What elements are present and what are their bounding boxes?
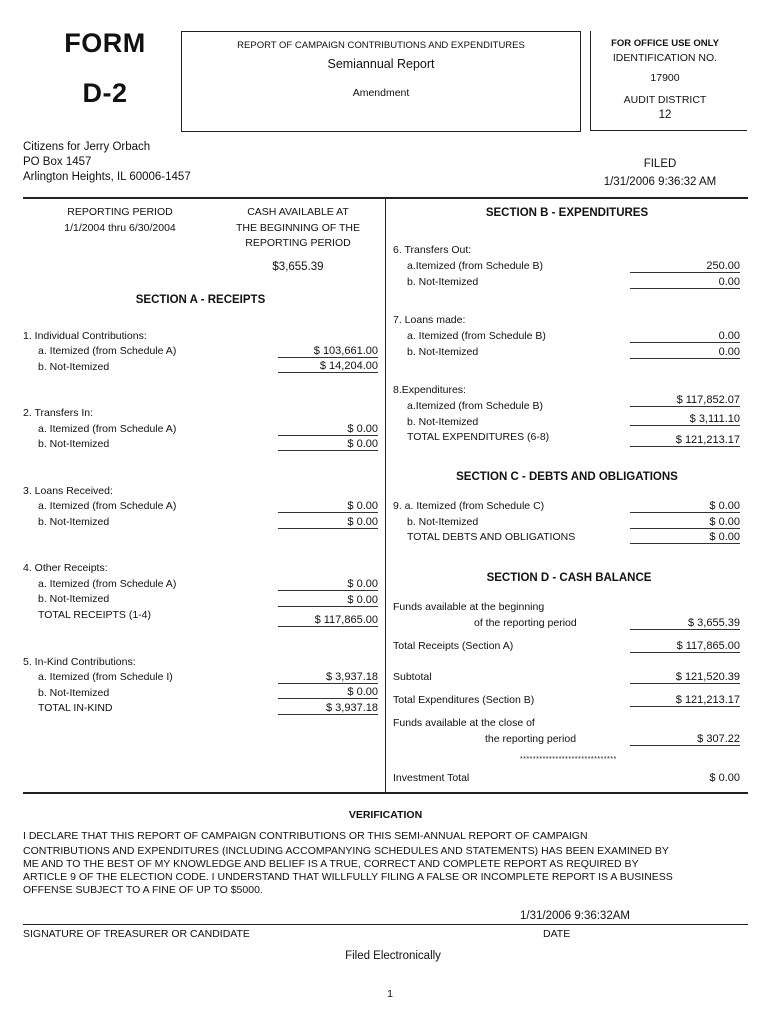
funds-begin-value: $ 3,655.39: [630, 617, 740, 630]
funds-close-label-2: the reporting period: [485, 733, 577, 745]
total-expenditures-value: $ 121,213.17: [630, 434, 740, 447]
cash-label-2: THE BEGINNING OF THE: [235, 222, 361, 234]
total-receipts-d-label: Total Receipts (Section A): [393, 640, 514, 652]
total-receipts-label: TOTAL RECEIPTS (1-4): [38, 609, 151, 621]
verification-line-1: I DECLARE THAT THIS REPORT OF CAMPAIGN CONTRIBUTIONS OR THIS SEMI-ANNUAL REPORT OF CAMPAIGN: [23, 830, 588, 842]
verification-title: VERIFICATION: [348, 809, 423, 821]
loans-made-label: 7. Loans made:: [393, 314, 466, 326]
transfers-in-itemized-label: a. Itemized (from Schedule A): [38, 423, 177, 435]
loans-made-not-itemized-value: 0.00: [630, 346, 740, 359]
loans-received-label: 3. Loans Received:: [23, 485, 113, 497]
id-label: IDENTIFICATION NO.: [612, 52, 718, 64]
total-expenditures-d-value: $ 121,213.17: [630, 694, 740, 707]
verification-line-3: ME AND TO THE BEST OF MY KNOWLEDGE AND BELIEF IS A TRUE, CORRECT AND COMPLETE REPORT AS REQUIRED BY: [23, 858, 639, 870]
main-bottom-rule: [23, 792, 748, 794]
expenditures-not-itemized-value: $ 3,111.10: [630, 413, 740, 426]
in-kind-itemized-value: $ 3,937.18: [278, 671, 378, 684]
office-use-label: FOR OFFICE USE ONLY: [611, 38, 719, 49]
section-a-title: SECTION A - RECEIPTS: [135, 294, 266, 306]
other-receipts-label: 4. Other Receipts:: [23, 562, 108, 574]
funds-begin-label-2: of the reporting period: [474, 617, 577, 629]
amendment: Amendment: [352, 87, 410, 99]
investment-total-value: $ 0.00: [709, 772, 740, 784]
investment-total-label: Investment Total: [393, 772, 470, 784]
total-debts-label: TOTAL DEBTS AND OBLIGATIONS: [407, 531, 576, 543]
debts-itemized-label: 9. a. Itemized (from Schedule C): [393, 500, 545, 512]
period-range: 1/1/2004 thru 6/30/2004: [64, 222, 176, 234]
filed-electronically: Filed Electronically: [345, 950, 441, 962]
expenditures-label: 8.Expenditures:: [393, 384, 466, 396]
total-expenditures-d-label: Total Expenditures (Section B): [393, 694, 535, 706]
page-number: 1: [387, 988, 393, 1000]
transfers-out-not-itemized-label: b. Not-Itemized: [407, 276, 479, 288]
form-code: D-2: [82, 78, 128, 108]
transfers-in-label: 2. Transfers In:: [23, 407, 94, 419]
funds-begin-label-1: Funds available at the beginning: [393, 601, 545, 613]
debts-not-itemized-value: $ 0.00: [630, 516, 740, 529]
loans-made-itemized-value: 0.00: [630, 330, 740, 343]
loans-received-itemized-label: a. Itemized (from Schedule A): [38, 500, 177, 512]
office-use-rule: [590, 130, 747, 131]
verification-line-2: CONTRIBUTIONS AND EXPENDITURES (INCLUDING ACCOMPANYING SCHEDULES AND STATEMENTS) HAS BEEN EXAMINED BY: [23, 845, 669, 857]
committee-address2: Arlington Heights, IL 60006-1457: [23, 171, 191, 183]
cash-label-3: REPORTING PERIOD: [245, 237, 351, 249]
verification-line-4: ARTICLE 9 OF THE ELECTION CODE. I UNDERSTAND THAT WILLFULLY FILING A FALSE OR INCOMPLETE REPORT IS A BUSINESS: [23, 871, 673, 883]
total-in-kind-label: TOTAL IN-KIND: [38, 702, 113, 714]
filed-label: FILED: [643, 158, 677, 170]
debts-not-itemized-label: b. Not-Itemized: [407, 516, 479, 528]
id-value: 17900: [650, 72, 680, 84]
debts-itemized-value: $ 0.00: [630, 500, 740, 513]
cash-value: $3,655.39: [272, 261, 324, 273]
cash-label-1: CASH AVAILABLE AT: [247, 206, 349, 218]
transfers-out-itemized-label: a.Itemized (from Schedule B): [407, 260, 543, 272]
other-receipts-itemized-value: $ 0.00: [278, 578, 378, 591]
transfers-in-not-itemized-value: $ 0.00: [278, 438, 378, 451]
other-receipts-itemized-label: a. Itemized (from Schedule A): [38, 578, 177, 590]
column-divider: [385, 198, 386, 792]
expenditures-not-itemized-label: b. Not-Itemized: [407, 416, 479, 428]
audit-label: AUDIT DISTRICT: [623, 94, 707, 106]
individual-not-itemized-label: b. Not-Itemized: [38, 361, 110, 373]
total-in-kind-value: $ 3,937.18: [278, 702, 378, 715]
transfers-out-label: 6. Transfers Out:: [393, 244, 472, 256]
individual-contributions-label: 1. Individual Contributions:: [23, 330, 147, 342]
individual-itemized-value: $ 103,661.00: [278, 345, 378, 358]
section-c-title: SECTION C - DEBTS AND OBLIGATIONS: [456, 471, 678, 483]
total-debts-value: $ 0.00: [630, 531, 740, 544]
transfers-out-itemized-value: 250.00: [630, 260, 740, 273]
total-receipts-d-value: $ 117,865.00: [630, 640, 740, 653]
period-label: REPORTING PERIOD: [67, 206, 173, 218]
audit-value: 12: [658, 109, 672, 121]
signature-date-value: 1/31/2006 9:36:32AM: [520, 910, 630, 922]
other-receipts-not-itemized-value: $ 0.00: [278, 594, 378, 607]
committee-name: Citizens for Jerry Orbach: [23, 141, 151, 153]
individual-not-itemized-value: $ 14,204.00: [278, 360, 378, 373]
total-expenditures-label: TOTAL EXPENDITURES (6-8): [407, 431, 550, 443]
in-kind-label: 5. In-Kind Contributions:: [23, 656, 136, 668]
transfers-in-itemized-value: $ 0.00: [278, 423, 378, 436]
subtotal-value: $ 121,520.39: [630, 671, 740, 684]
loans-received-itemized-value: $ 0.00: [278, 500, 378, 513]
loans-made-not-itemized-label: b. Not-Itemized: [407, 346, 479, 358]
date-label: DATE: [543, 928, 571, 940]
separator-stars: ******************************: [520, 756, 617, 763]
report-type: Semiannual Report: [327, 57, 435, 71]
section-d-title: SECTION D - CASH BALANCE: [486, 572, 652, 584]
total-receipts-value: $ 117,865.00: [278, 614, 378, 627]
filed-datetime: 1/31/2006 9:36:32 AM: [603, 176, 717, 188]
in-kind-itemized-label: a. Itemized (from Schedule I): [38, 671, 173, 683]
section-b-title: SECTION B - EXPENDITURES: [485, 207, 649, 219]
loans-received-not-itemized-label: b. Not-Itemized: [38, 516, 110, 528]
individual-itemized-label: a. Itemized (from Schedule A): [38, 345, 177, 357]
verification-line-5: OFFENSE SUBJECT TO A FINE OF UP TO $5000.: [23, 884, 263, 896]
in-kind-not-itemized-label: b. Not-Itemized: [38, 687, 110, 699]
signature-rule: [23, 924, 748, 925]
funds-close-label-1: Funds available at the close of: [393, 717, 535, 729]
funds-close-value: $ 307.22: [630, 733, 740, 746]
loans-received-not-itemized-value: $ 0.00: [278, 516, 378, 529]
form-word: FORM: [64, 28, 146, 58]
signature-label: SIGNATURE OF TREASURER OR CANDIDATE: [23, 928, 250, 940]
other-receipts-not-itemized-label: b. Not-Itemized: [38, 593, 110, 605]
report-title: REPORT OF CAMPAIGN CONTRIBUTIONS AND EXPENDITURES: [237, 40, 525, 51]
transfers-in-not-itemized-label: b. Not-Itemized: [38, 438, 110, 450]
expenditures-itemized-label: a.Itemized (from Schedule B): [407, 400, 543, 412]
transfers-out-not-itemized-value: 0.00: [630, 276, 740, 289]
expenditures-itemized-value: $ 117,852.07: [630, 394, 740, 407]
loans-made-itemized-label: a. Itemized (from Schedule B): [407, 330, 546, 342]
in-kind-not-itemized-value: $ 0.00: [278, 686, 378, 699]
committee-address1: PO Box 1457: [23, 156, 92, 168]
subtotal-label: Subtotal: [393, 671, 432, 683]
